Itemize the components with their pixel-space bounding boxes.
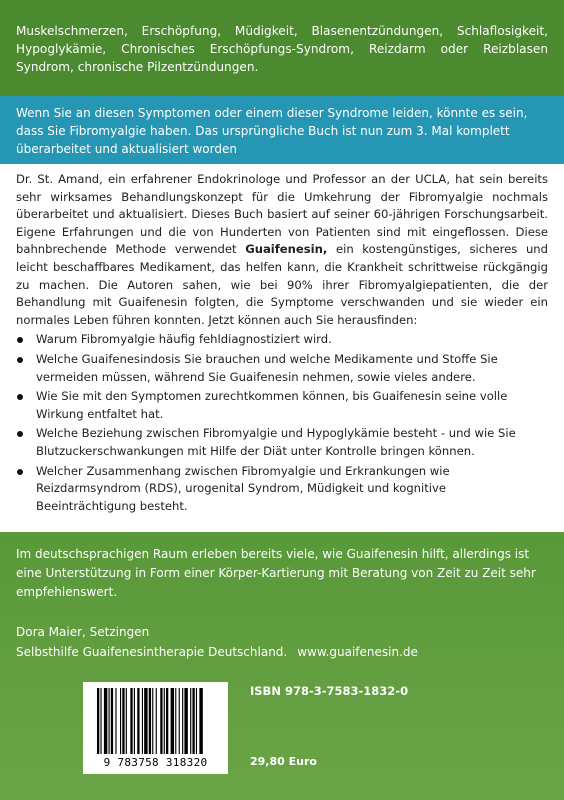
barcode-bar — [104, 688, 107, 754]
support-note — [16, 545, 546, 602]
barcode-bar — [199, 688, 202, 754]
barcode-bar — [120, 688, 121, 754]
bullet-text: Wie Sie mit den Symptomen zurechtkommen können, bis Guaifenesin seine volle Wirkung entfaltet hat. — [36, 389, 508, 421]
barcode-bar — [192, 688, 194, 754]
bullet-icon — [17, 469, 23, 475]
barcode-bar — [130, 688, 132, 754]
barcode-bar — [137, 688, 139, 754]
top-symptoms-section — [0, 0, 564, 96]
barcode-bar — [152, 688, 153, 754]
barcode-bar — [100, 688, 101, 754]
barcode-bar — [144, 688, 147, 754]
barcode-digits: 9 783758 318320 — [103, 756, 208, 769]
support-note-text: Im deutschsprachigen Raum erleben bereits viele, wie Guaifenesin hilft, allerdings ist eine Unterstützung in Form einer Körper-Kartierung mit Beratung von Zeit zu Zeit sehr empfehlenswert. — [16, 547, 536, 599]
barcode-bar — [156, 688, 157, 754]
barcode-bar — [142, 688, 143, 754]
barcode-bar — [190, 688, 191, 754]
barcode-bar — [149, 688, 151, 754]
intro-part2: ein kostengünstiges, sicheres und leicht beschaffbares Medikament, das helfen kann, die Krankheit schrittweise rückgängig zu machen. Die Autoren sahen, wie bei 90% ihrer Fibromyalgiepatienten, die der Behandlung mit Guaifenesin folgten, die Symptome verschwanden und sie wieder ein normales Leben führen konnten. Jetzt können auch Sie herausfinden: — [16, 242, 549, 327]
symptoms-text: Muskelschmerzen, Erschöpfung, Müdigkeit, Blasenentzündungen, Schlaflosigkeit, Hypoglykämie, Chronisches Erschöpfungs-Syndrom, Reizdarm oder Reizblasen Syndrom, chronische Pilzentzündungen. — [16, 24, 548, 74]
isbn-text: ISBN 978-3-7583-1832-0 — [250, 684, 409, 698]
list-item — [16, 331, 548, 349]
barcode-bar — [166, 688, 168, 754]
list-item — [16, 351, 548, 386]
barcode-bar — [97, 688, 99, 754]
barcode-bar — [182, 688, 183, 754]
bullet-text: Welche Guaifenesindosis Sie brauchen und welche Medikamente und Stoffe Sie vermeiden müssen, während Sie Guaifenesin nehmen, sowie vieles andere. — [36, 351, 498, 384]
description-panel — [0, 164, 564, 532]
signature-name: Dora Maier, Setzingen — [16, 625, 150, 639]
barcode-bar — [171, 688, 174, 754]
barcode-bar — [111, 688, 113, 754]
list-item — [16, 463, 548, 516]
barcode-bar — [179, 688, 180, 754]
barcode-bar — [184, 688, 187, 754]
bullet-text: Welcher Zusammenhang zwischen Fibromyalgie und Erkrankungen wie Reizdarmsyndrom (RDS), urogenital Syndrom, Müdigkeit und kognitive Beeinträchtigung besteht. — [36, 463, 450, 513]
teal-band — [0, 96, 564, 164]
barcode-bar — [134, 688, 135, 754]
intro-paragraph — [16, 171, 548, 329]
bullet-text: Warum Fibromyalgie häufig fehldiagnostiziert wird. — [36, 332, 332, 347]
barcode-bar — [126, 688, 127, 754]
intro-bold-guaifenesin: Guaifenesin, — [245, 242, 328, 257]
band-text: Wenn Sie an diesen Symptomen oder einem dieser Syndrome leiden, könnte es sein, dass Sie Fibromyalgie haben. Das ursprüngliche Buch ist nun zum 3. Mal komplett überarbeitet und aktualisiert worden — [16, 106, 528, 156]
website-link[interactable]: www.guaifenesin.de — [297, 645, 418, 659]
signature-org: Selbsthilfe Guaifenesintherapie Deutschland. — [16, 645, 288, 659]
barcode-bar — [196, 688, 197, 754]
barcode-bar — [115, 688, 116, 754]
barcode-bar — [164, 688, 165, 754]
barcode-bar — [175, 688, 176, 754]
barcode-bar — [122, 688, 124, 754]
bullet-icon — [17, 337, 23, 343]
barcode-bar — [109, 688, 110, 754]
bullet-icon — [17, 394, 23, 400]
bullet-list — [16, 331, 548, 515]
signature-block — [16, 622, 546, 662]
price-text: 29,80 Euro — [250, 755, 317, 768]
list-item — [16, 388, 548, 423]
signature-org-line — [16, 642, 546, 662]
barcode — [83, 682, 228, 774]
bullet-icon — [17, 357, 23, 363]
barcode-bar — [160, 688, 162, 754]
intro-part1: Dr. St. Amand, ein erfahrener Endokrinologe und Professor an der UCLA, hat sein bereits sehr wirksames Behandlungskonzept für die Umkehrung der Fibromyalgie nochmals überarbeitet und aktualisiert. Dieses Buch basiert auf seiner 60-jährigen Forschungsarbeit. Eigene Erfahrungen und die von Hunderten von Patienten sind mit eingeflossen. Diese bahnbrechende Methode verwendet — [16, 172, 548, 257]
list-item — [16, 425, 548, 460]
bullet-text: Welche Beziehung zwischen Fibromyalgie und Hypoglykämie besteht - und wie Sie Blutzuckerschwankungen mit Hilfe der Diät unter Kontrolle bringen können. — [36, 426, 516, 458]
bullet-icon — [17, 431, 23, 437]
